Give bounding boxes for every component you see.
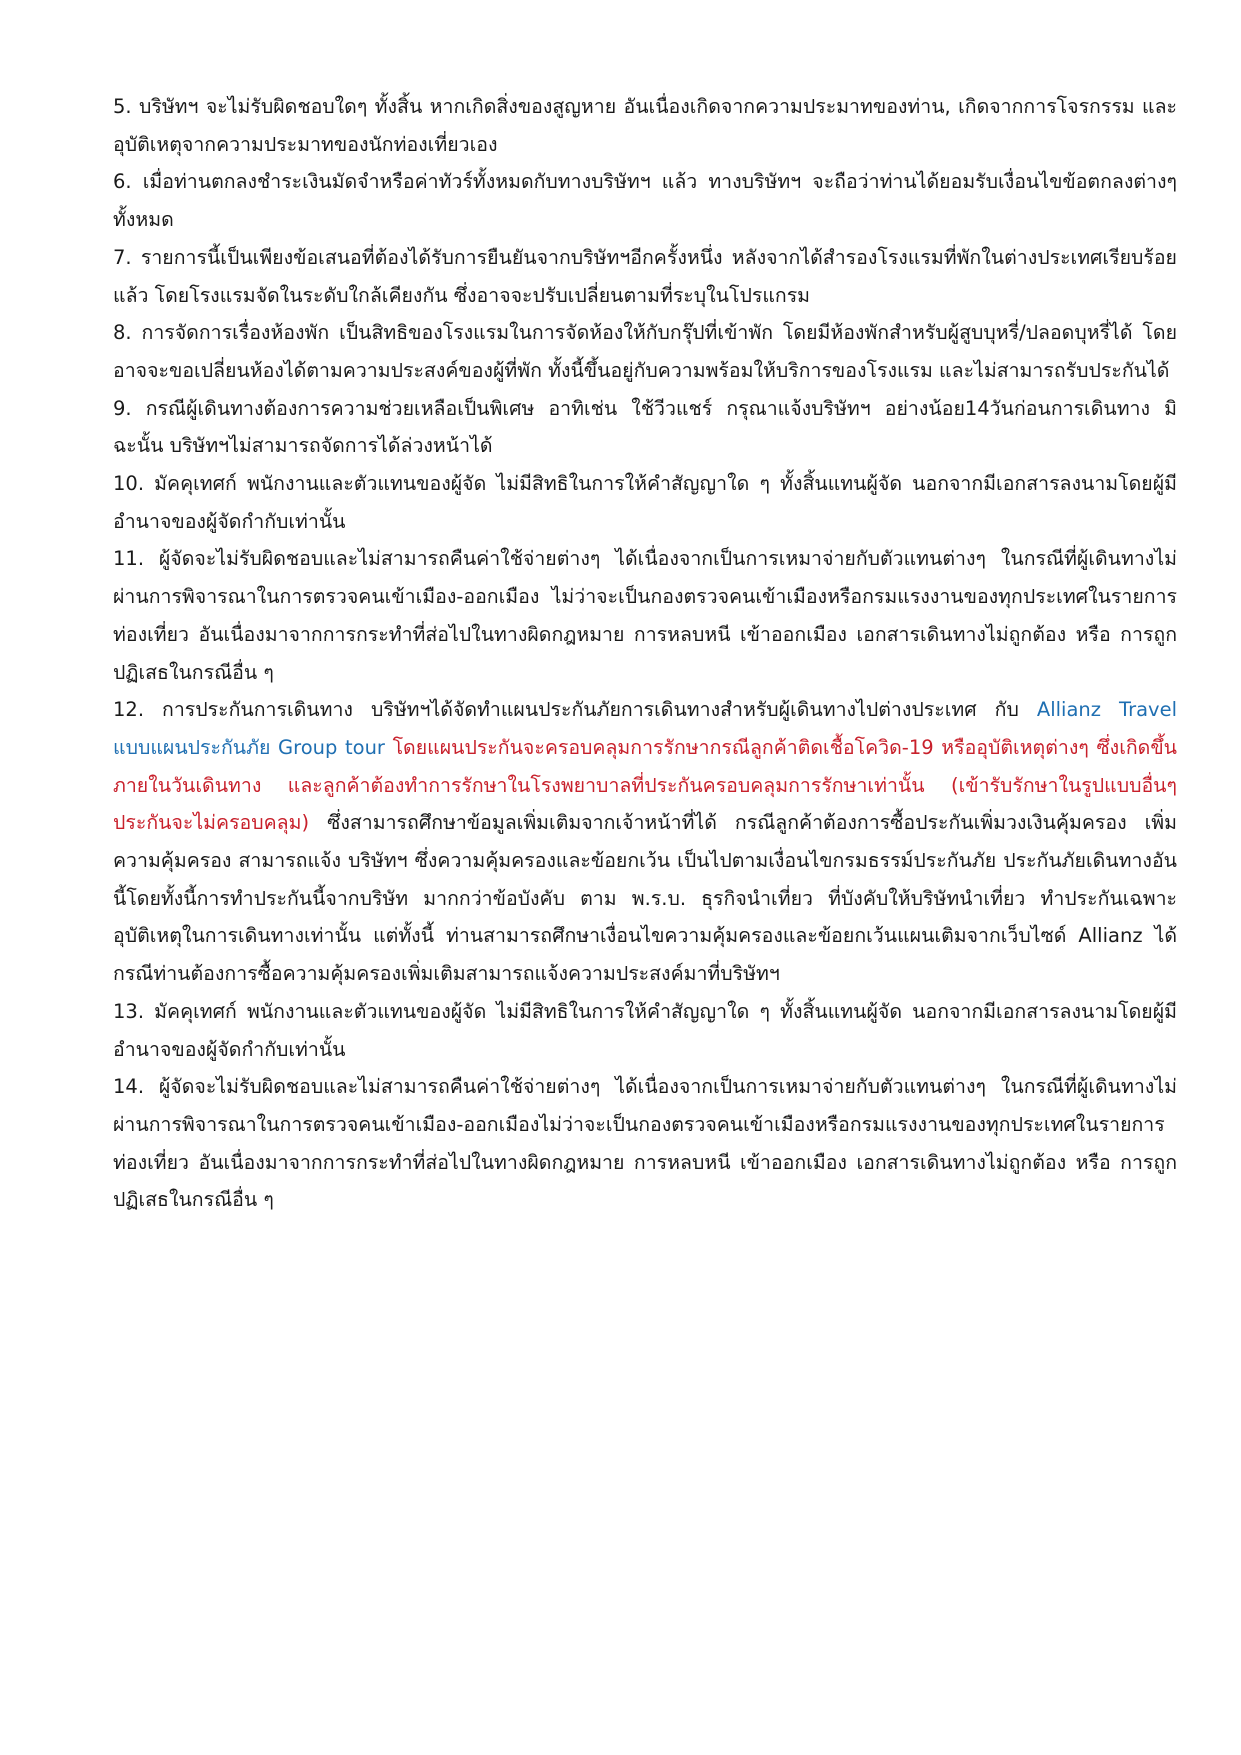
clause-9: 9. กรณีผู้เดินทางต้องการความช่วยเหลือเป็นพิเศษ อาทิเช่น ใช้วีวแชร์ กรุณาแจ้งบริษัทฯ อย่างน้อย14วันก่อนการเดินทาง มิฉะนั้น บริษัทฯไม่สามารถจัดการได้ล่วงหน้าได้ xyxy=(113,396,1177,458)
clause-11: 11. ผู้จัดจะไม่รับผิดชอบและไม่สามารถคืนค่าใช้จ่ายต่างๆ ได้เนื่องจากเป็นการเหมาจ่ายกับตัวแทนต่างๆ ในกรณีที่ผู้เดินทางไม่ผ่านการพิจารณาในการตรวจคนเข้าเมือง-ออกเมือง ไม่ว่าจะเป็นกองตรวจคนเข้าเมืองหรือกรมแรงงานของทุกประเทศในรายการท่องเที่ยว อันเนื่องมาจากการกระทำที่ส่อไปในทางผิดกฎหมาย การหลบหนี เข้าออกเมือง เอกสารเดินทางไม่ถูกต้อง หรือ การถูกปฏิเสธในกรณีอื่น ๆ xyxy=(113,547,1177,684)
clause-12-insurance xyxy=(113,691,1177,993)
clause-13: 13. มัคคุเทศก์ พนักงานและตัวแทนของผู้จัด ไม่มีสิทธิในการให้คำสัญญาใด ๆ ทั้งสิ้นแทนผู้จัด นอกจากมีเอกสารลงนามโดยผู้มีอำนาจของผู้จัดกำกับเท่านั้น xyxy=(113,999,1177,1061)
clause-12-intro: 12. การประกันการเดินทาง บริษัทฯได้จัดทำแผนประกันภัยการเดินทางสำหรับผู้เดินทางไปต่างประเทศ กับ xyxy=(113,698,1037,722)
terms-document xyxy=(113,88,1177,1219)
clause-7: 7. รายการนี้เป็นเพียงข้อเสนอที่ต้องได้รับการยืนยันจากบริษัทฯอีกครั้งหนึ่ง หลังจากได้สำรองโรงแรมที่พักในต่างประเทศเรียบร้อยแล้ว โดยโรงแรมจัดในระดับใกล้เคียงกัน ซึ่งอาจจะปรับเปลี่ยนตามที่ระบุในโปรแกรม xyxy=(113,245,1177,307)
clause-14: 14. ผู้จัดจะไม่รับผิดชอบและไม่สามารถคืนค่าใช้จ่ายต่างๆ ได้เนื่องจากเป็นการเหมาจ่ายกับตัวแทนต่างๆ ในกรณีที่ผู้เดินทางไม่ผ่านการพิจารณาในการตรวจคนเข้าเมือง-ออกเมืองไม่ว่าจะเป็นกองตรวจคนเข้าเมืองหรือกรมแรงงานของทุกประเทศในรายการท่องเที่ยว อันเนื่องมาจากการกระทำที่ส่อไปในทางผิดกฎหมาย การหลบหนี เข้าออกเมือง เอกสารเดินทางไม่ถูกต้อง หรือ การถูกปฏิเสธในกรณีอื่น ๆ xyxy=(113,1075,1177,1212)
clause-6: 6. เมื่อท่านตกลงชำระเงินมัดจำหรือค่าทัวร์ทั้งหมดกับทางบริษัทฯ แล้ว ทางบริษัทฯ จะถือว่าท่านได้ยอมรับเงื่อนไขข้อตกลงต่างๆ ทั้งหมด xyxy=(113,170,1177,232)
clause-8: 8. การจัดการเรื่องห้องพัก เป็นสิทธิของโรงแรมในการจัดห้องให้กับกรุ๊ปที่เข้าพัก โดยมีห้องพักสำหรับผู้สูบบุหรี่/ปลอดบุหรี่ได้ โดยอาจจะขอเปลี่ยนห้องได้ตามความประสงค์ของผู้ที่พัก ทั้งนี้ขึ้นอยู่กับความพร้อมให้บริการของโรงแรม และไม่สามารถรับประกันได้ xyxy=(113,321,1177,382)
clause-5: 5. บริษัทฯ จะไม่รับผิดชอบใดๆ ทั้งสิ้น หากเกิดสิ่งของสูญหาย อันเนื่องเกิดจากความประมาทของท่าน, เกิดจากการโจรกรรม และ อุบัติเหตุจากความประมาทของนักท่องเที่ยวเอง xyxy=(113,95,1177,156)
clause-10: 10. มัคคุเทศก์ พนักงานและตัวแทนของผู้จัด ไม่มีสิทธิในการให้คำสัญญาใด ๆ ทั้งสิ้นแทนผู้จัด นอกจากมีเอกสารลงนามโดยผู้มีอำนาจของผู้จัดกำกับเท่านั้น xyxy=(113,472,1177,533)
clause-12-details: ซึ่งสามารถศึกษาข้อมูลเพิ่มเติมจากเจ้าหน้าที่ได้ กรณีลูกค้าต้องการซื้อประกันเพิ่มวงเงินคุ้มครอง เพิ่มความคุ้มครอง สามารถแจ้ง บริษัทฯ ซึ่งความคุ้มครองและข้อยกเว้น เป็นไปตามเงื่อนไขกรมธรรม์ประกันภัย ประกันภัยเดินทางอันนี้โดยทั้งนี้การทำประกันนี้จากบริษัท มากกว่าข้อบังคับ ตาม พ.ร.บ. ธุรกิจนำเที่ยว ที่บังคับให้บริษัทนำเที่ยว ทำประกันเฉพาะอุบัติเหตุในการเดินทางเท่านั้น แต่ทั้งนี้ ท่านสามารถศึกษาเงื่อนไขความคุ้มครองและข้อยกเว้นแผนเติมจากเว็บไซด์ Allianz ได้ กรณีท่านต้องการซื้อความคุ้มครองเพิ่มเติมสามารถแจ้งความประสงค์มาที่บริษัทฯ xyxy=(113,811,1177,986)
coverage-highlight: โดยแผนประกันจะครอบคลุมการรักษากรณีลูกค้าติดเชื้อโควิด-19 หรืออุบัติเหตุต่างๆ ซึ่งเกิดขึ้นภายในวันเดินทาง และลูกค้าต้องทำการรักษาในโรงพยาบาลที่ประกันครอบคลุมการรักษาเท่านั้น (เข้ารับรักษาในรูปแบบอื่นๆ ประกันจะไม่ครอบคลุม) xyxy=(113,735,1177,835)
allianz-plan-name: Allianz Travel แบบแผนประกันภัย Group tour xyxy=(113,698,1177,759)
